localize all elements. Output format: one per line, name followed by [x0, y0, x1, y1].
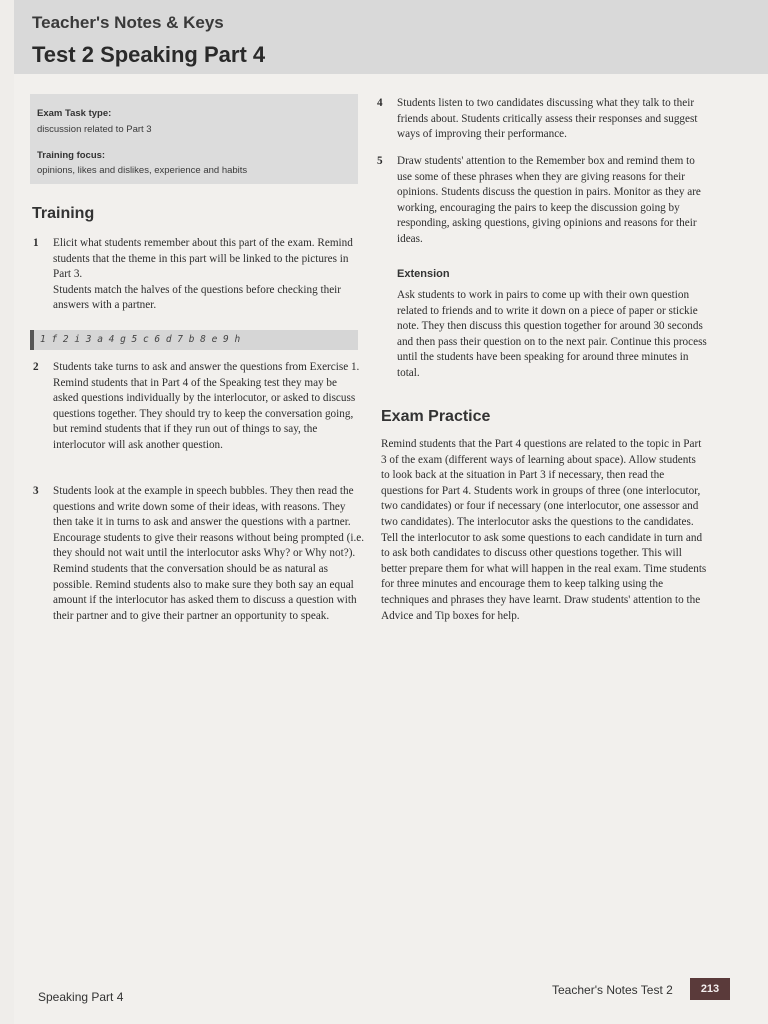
- item-text: Students listen to two candidates discussing what they talk to their friends about. Students critically assess their responses and suggest ways of improving their performance.: [397, 97, 698, 141]
- item-number: 5: [377, 155, 383, 167]
- item-number: 3: [33, 485, 39, 497]
- item-text: Students match the halves of the questions before checking their answers with a partner.: [53, 283, 341, 312]
- footer-section: Speaking Part 4: [38, 990, 124, 1004]
- page-number: 213: [690, 978, 730, 1000]
- item-number: 4: [377, 97, 383, 109]
- exam-practice-heading: Exam Practice: [381, 408, 491, 425]
- item-number: 1: [33, 237, 39, 249]
- training-item-5: [377, 154, 707, 248]
- training-item-3: [33, 484, 367, 624]
- training-item-1: [33, 236, 361, 314]
- training-item-4: [377, 96, 707, 143]
- item-text: Elicit what students remember about this part of the exam. Remind students that the theme in this part will be linked to the pictures in Part 3.: [53, 237, 353, 281]
- item-text: Draw students' attention to the Remember box and remind them to use some of these phrases when they are giving reasons for their opinions. Students discuss the question in pairs. Monitor as they are working, encouraging the pairs to keep the discussion going by responding, asking questions, giving opinions and reasons for their ideas.: [397, 155, 701, 245]
- item-text: Students take turns to ask and answer the questions from Exercise 1. Remind students that in Part 4 of the Speaking test they may be asked questions individually by the interlocutor, or asked to discuss questions together. They should try to keep the conversation going, but remind students that if they run out of things to say, the interlocutor will ask another question.: [53, 361, 360, 451]
- extension-text: Ask students to work in pairs to come up with their own question related to friends and to write it down on a piece of paper or stickie note. They then discuss this question together for around 30 seconds and then pass their question on to the next pair. Continue this process until the students have been speaking for around three minutes in total.: [397, 289, 707, 379]
- training-focus-label: Training focus:: [37, 150, 106, 161]
- exam-task-type-value: discussion related to Part 3: [37, 124, 152, 135]
- exam-task-box: [30, 94, 358, 184]
- answer-key: 1 f 2 i 3 a 4 g 5 c 6 d 7 b 8 e 9 h: [30, 330, 358, 350]
- extension-heading: Extension: [397, 268, 450, 280]
- item-text: Students look at the example in speech bubbles. They then read the questions and write down some of their ideas, with reasons. They then take it in turns to ask and answer the questions with a partner. Encourage students to give their reasons without being prompted (i.e. they should not wait until the interlocutor asks Why? or Why not?). Remind students that the conversation should be as natural as possible. Remind students also to make sure they both say an equal amount if the interlocutor has asked them to discuss a question with their partner and to give their partner an opportunity to speak.: [53, 485, 364, 622]
- training-heading: Training: [32, 205, 95, 222]
- series-title: Teacher's Notes & Keys: [32, 13, 224, 32]
- footer-title: Teacher's Notes Test 2: [552, 983, 673, 997]
- exam-task-type-label: Exam Task type:: [37, 108, 112, 119]
- item-number: 2: [33, 361, 39, 373]
- page-title: Test 2 Speaking Part 4: [32, 42, 266, 67]
- training-item-2: [33, 360, 361, 454]
- training-focus-value: opinions, likes and dislikes, experience and habits: [37, 165, 248, 176]
- exam-practice-text: Remind students that the Part 4 questions are related to the topic in Part 3 of the exam (different ways of learning about space). Allow students to look back at the situation in Part 3 if necessary, then read the questions for Part 4. Students work in groups of three (one interlocutor, two candidates) or four if necessary (one interlocutor, one assessor and two candidates). The interlocutor asks the questions to the candidates. Tell the interlocutor to ask some questions to each candidate in turn and to ask both candidates to discuss other questions together. This will better prepare them for what will happen in the real exam. Time students for three minutes and encourage them to keep talking using the techniques and phrases they have learnt. Draw students' attention to the Advice and Tip boxes for help.: [381, 438, 707, 622]
